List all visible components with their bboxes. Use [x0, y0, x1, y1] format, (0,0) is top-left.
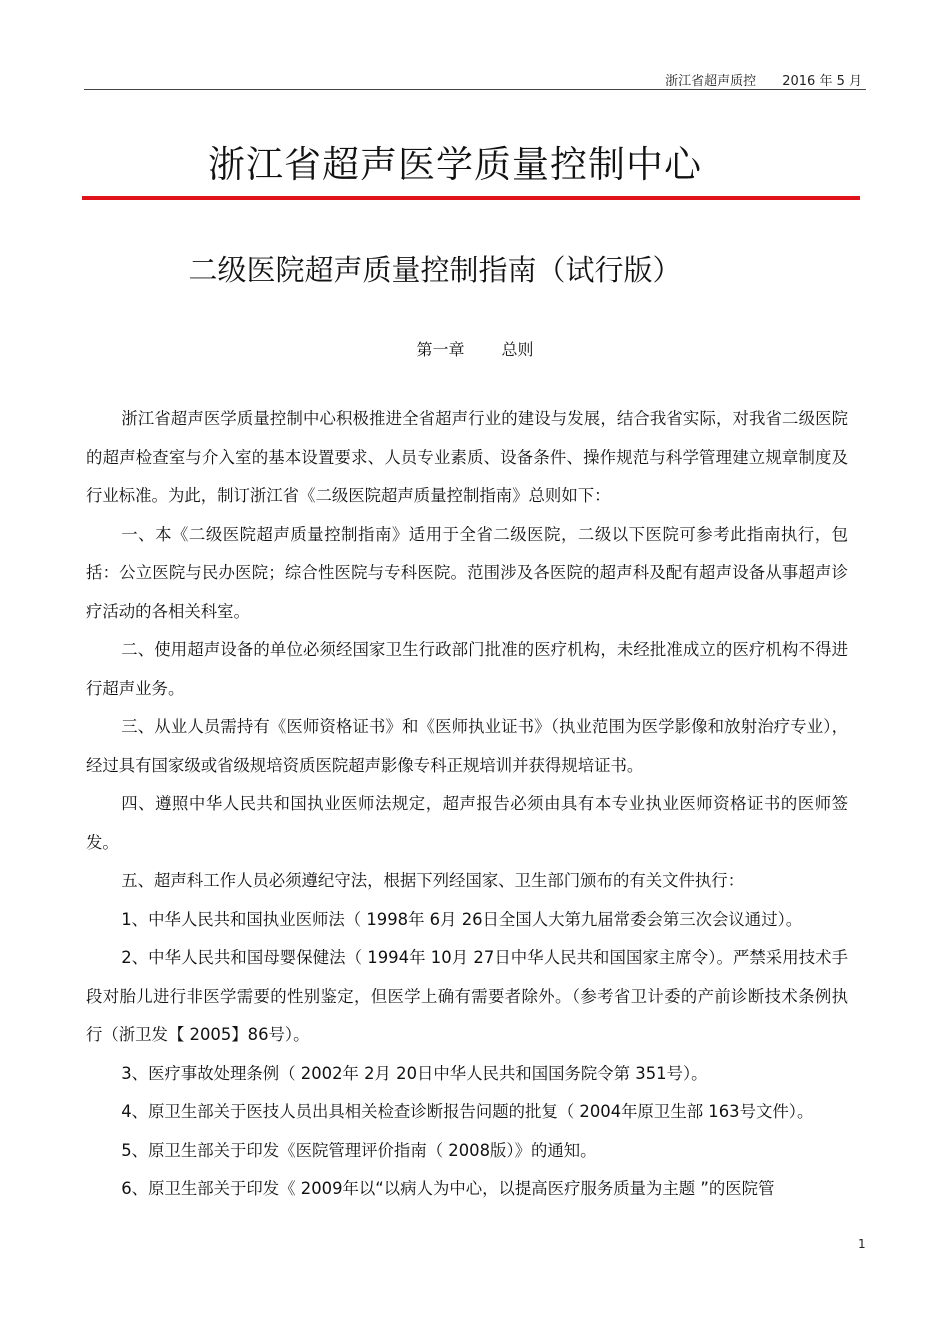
- paragraph-article-3: 三、从业人员需持有《医师资格证书》和《医师执业证书》（执业范围为医学影像和放射治疗专业），经过具有国家级或省级规培资质医院超声影像专科正规培训并获得规培证书。: [86, 717, 848, 775]
- running-header: [665, 70, 862, 89]
- paragraph-article-1: 一、本《二级医院超声质量控制指南》适用于全省二级医院，二级以下医院可参考此指南执行，包括：公立医院与民办医院；综合性医院与专科医院。范围涉及各医院的超声科及配有超声设备从事超声诊疗活动的各相关科室。: [86, 524, 848, 621]
- document-body: [86, 400, 848, 1209]
- page-number: 1: [858, 1237, 866, 1251]
- chapter-heading: [0, 337, 950, 360]
- list-item-1: 1、中华人民共和国执业医师法（ 1998年 6月 26日全国人大第九届常委会第三次会议通过）。: [121, 909, 803, 929]
- list-item-5: 5、原卫生部关于印发《医院管理评价指南（ 2008版）》的通知。: [121, 1140, 597, 1160]
- list-item-4: 4、原卫生部关于医技人员出具相关检查诊断报告问题的批复（ 2004年原卫生部 163号文件）。: [121, 1102, 814, 1121]
- chapter-number: 第一章: [416, 340, 465, 359]
- paragraph-intro: 浙江省超声医学质量控制中心积极推进全省超声行业的建设与发展，结合我省实际，对我省二级医院的超声检查室与介入室的基本设置要求、人员专业素质、设备条件、操作规范与科学管理建立规章制度及行业标准。为此，制订浙江省《二级医院超声质量控制指南》总则如下：: [86, 409, 848, 505]
- list-item-6: 6、原卫生部关于印发《 2009年以“以病人为中心，以提高医疗服务质量为主题 ”的医院管: [121, 1179, 775, 1198]
- header-org-name: 浙江省超声质控: [665, 74, 757, 89]
- header-divider: [84, 89, 866, 90]
- document-title: 二级医院超声质量控制指南（试行版）: [188, 253, 682, 287]
- chapter-name: 总则: [501, 340, 534, 359]
- organization-title: 浙江省超声医学质量控制中心: [208, 143, 702, 186]
- paragraph-article-5: 五、超声科工作人员必须遵纪守法，根据下列经国家、卫生部门颁布的有关文件执行：: [121, 871, 745, 890]
- list-item-3: 3、医疗事故处理条例（ 2002年 2月 20日中华人民共和国国务院令第 351号）。: [121, 1063, 708, 1083]
- paragraph-article-4: 四、遵照中华人民共和国执业医师法规定，超声报告必须由具有本专业执业医师资格证书的医师签发。: [86, 794, 848, 852]
- red-divider: [82, 196, 860, 200]
- paragraph-article-2: 二、使用超声设备的单位必须经国家卫生行政部门批准的医疗机构，未经批准成立的医疗机构不得进行超声业务。: [86, 640, 848, 698]
- list-item-2: 2、中华人民共和国母婴保健法（ 1994年 10月 27日中华人民共和国国家主席令）。严禁采用技术手段对胎儿进行非医学需要的性别鉴定，但医学上确有需要者除外。（参考省卫计委的产前诊断技术条例执行（浙卫发【 2005】86号）。: [86, 948, 848, 1044]
- header-date: 2016 年 5 月: [782, 74, 862, 89]
